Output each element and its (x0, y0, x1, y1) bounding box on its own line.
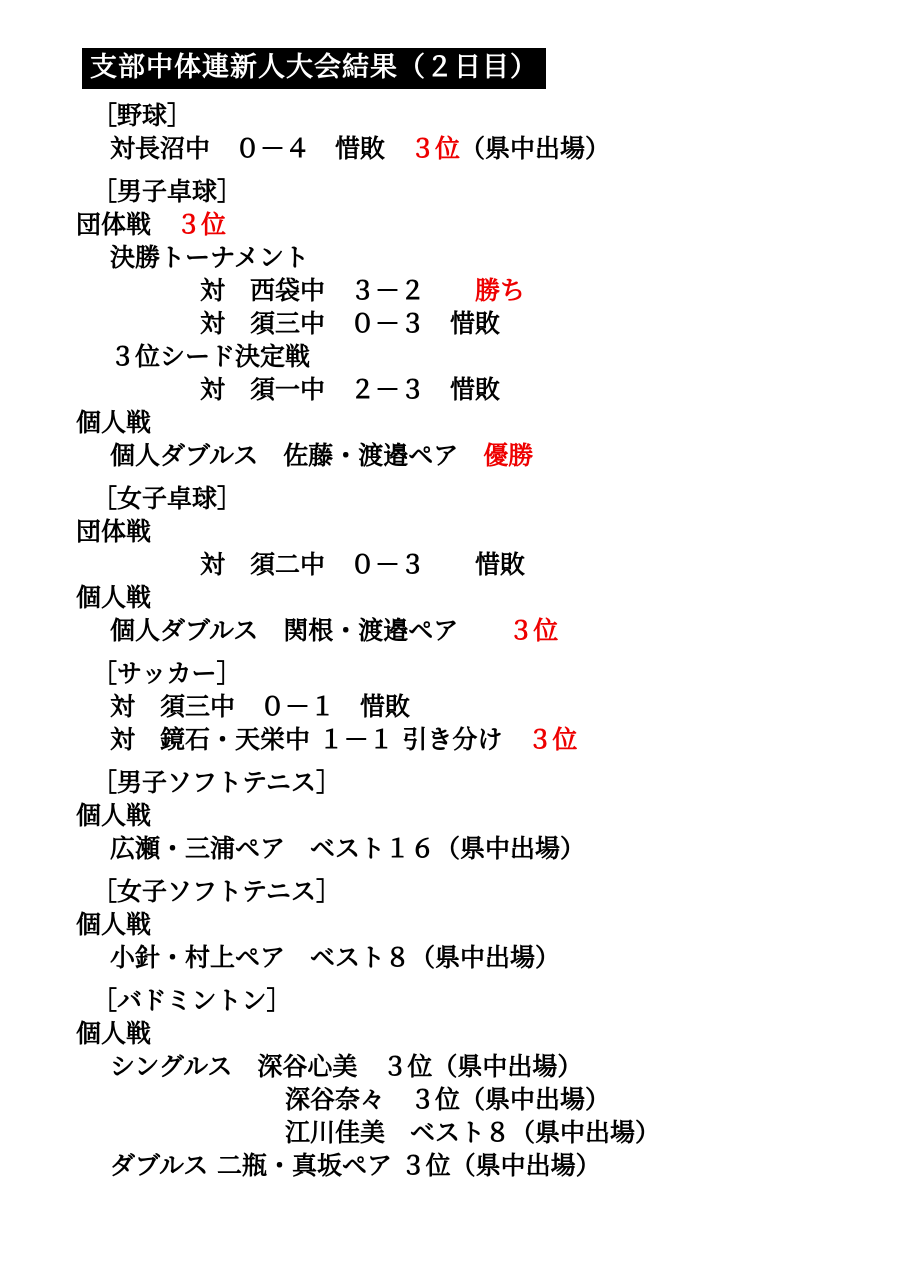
result-line (40, 1050, 865, 1083)
section-heading: ［バドミントン］ (92, 986, 292, 1016)
result-text: 個人戦 (76, 1019, 152, 1049)
result-section (40, 875, 865, 974)
result-text: 小針・村上ペア ベスト８（県中出場） (110, 943, 561, 973)
result-line (40, 340, 865, 373)
result-text: 個人戦 (76, 408, 152, 438)
section-heading: ［男子ソフトテニス］ (92, 768, 342, 798)
section-heading: ［野球］ (92, 101, 193, 131)
results-body (40, 99, 865, 1182)
result-text: 広瀬・三浦ペア ベスト１６（県中出場） (110, 834, 586, 864)
result-section (40, 657, 865, 756)
result-text: 深谷奈々 ３位（県中出場） (285, 1085, 611, 1115)
result-line (40, 908, 865, 941)
result-text: ３位シード決定戦 (110, 342, 311, 372)
page-title: 支部中体連新人大会結果（２日目） (82, 48, 546, 89)
result-section (40, 482, 865, 647)
result-text: 対 須一中 ２－３ 惜敗 (200, 375, 501, 405)
result-line (40, 307, 865, 340)
result-line (40, 723, 865, 756)
result-text: 対 須三中 ０－３ 惜敗 (200, 309, 501, 339)
result-text: 団体戦 (76, 517, 152, 547)
result-text: 対 鏡石・天栄中 １－１ 引き分け (110, 725, 528, 755)
result-text: 団体戦 (76, 210, 177, 240)
result-text: 個人ダブルス 関根・渡邉ペア (110, 616, 509, 646)
result-line (40, 832, 865, 865)
section-heading: ［サッカー］ (92, 659, 242, 689)
section-heading: ［女子ソフトテニス］ (92, 877, 342, 907)
result-text: 個人戦 (76, 801, 152, 831)
result-highlight: ３位 (176, 210, 227, 240)
section-heading: ［男子卓球］ (92, 177, 243, 207)
result-text: 個人戦 (76, 910, 152, 940)
result-text: 決勝トーナメント (110, 243, 310, 273)
result-line (40, 1116, 865, 1149)
result-text: 対 須二中 ０－３ 惜敗 (200, 550, 526, 580)
section-heading: ［女子卓球］ (92, 484, 243, 514)
result-text: （県中出場） (460, 134, 611, 164)
result-line (40, 439, 865, 472)
result-text: 個人ダブルス 佐藤・渡邉ペア (110, 441, 484, 471)
result-line (40, 132, 865, 165)
result-line (40, 515, 865, 548)
result-line (40, 581, 865, 614)
result-section (40, 99, 865, 165)
result-line (40, 373, 865, 406)
result-highlight: 勝ち (475, 276, 526, 306)
result-line (40, 208, 865, 241)
result-line (40, 614, 865, 647)
result-highlight: 優勝 (483, 441, 534, 471)
result-section (40, 766, 865, 865)
result-line (40, 1083, 865, 1116)
result-section (40, 984, 865, 1182)
result-line (40, 941, 865, 974)
result-highlight: ３位 (508, 616, 559, 646)
result-line (40, 1017, 865, 1050)
result-text: シングルス 深谷心美 ３位（県中出場） (110, 1052, 583, 1082)
result-line (40, 690, 865, 723)
result-line (40, 406, 865, 439)
result-section (40, 175, 865, 472)
result-text: 対 西袋中 ３－２ (200, 276, 476, 306)
result-highlight: ３位 (527, 725, 578, 755)
result-text: 個人戦 (76, 583, 152, 613)
result-text: ダブルス 二瓶・真坂ペア ３位（県中出場） (110, 1151, 601, 1181)
result-line (40, 241, 865, 274)
result-line (40, 799, 865, 832)
result-text: 対長沼中 ０－４ 惜敗 (110, 134, 411, 164)
result-text: 江川佳美 ベスト８（県中出場） (285, 1118, 661, 1148)
result-line (40, 274, 865, 307)
result-highlight: ３位 (410, 134, 461, 164)
result-text: 対 須三中 ０－１ 惜敗 (110, 692, 411, 722)
result-line (40, 1149, 865, 1182)
result-line (40, 548, 865, 581)
